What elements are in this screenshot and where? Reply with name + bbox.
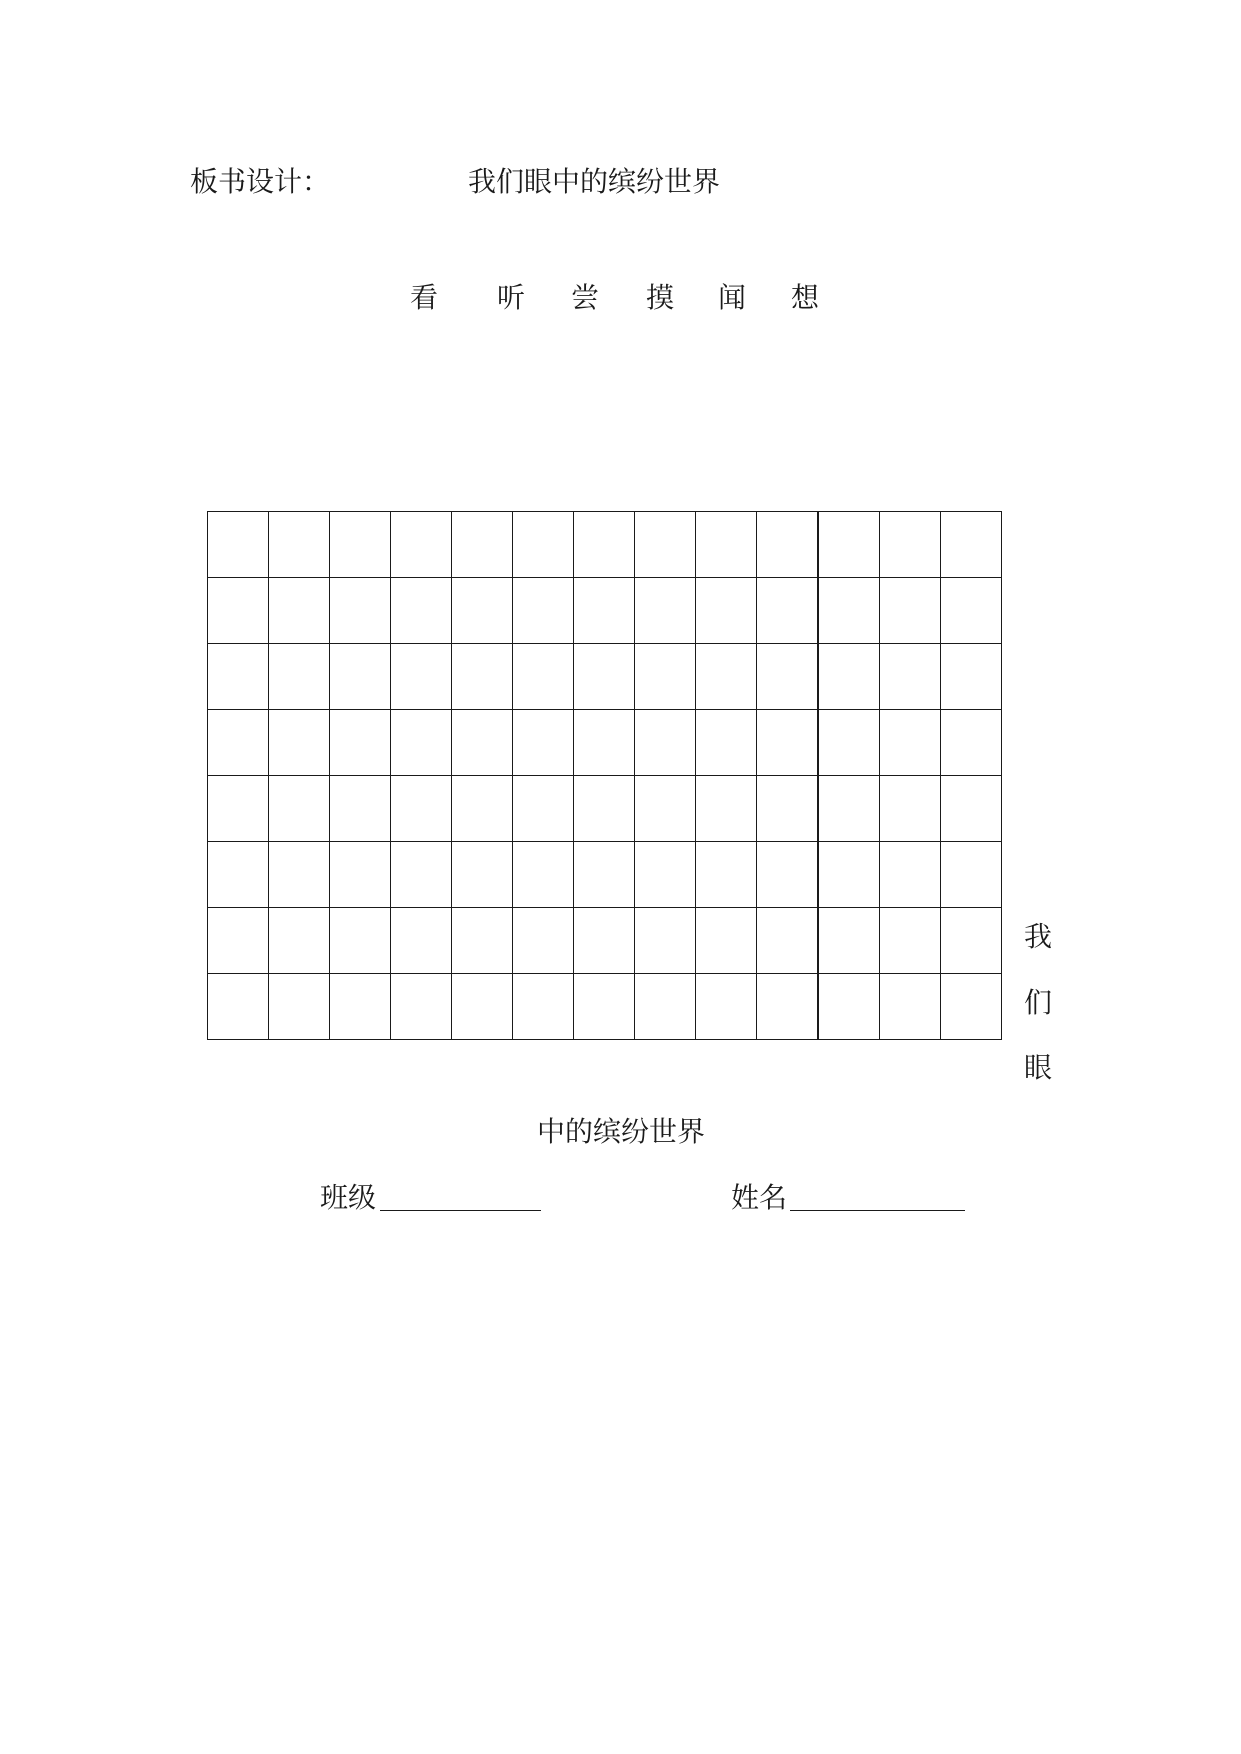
grid-cell[interactable] [269,512,330,578]
grid-cell[interactable] [513,776,574,842]
grid-cell[interactable] [208,974,269,1040]
grid-cell[interactable] [696,710,757,776]
grid-cell[interactable] [269,974,330,1040]
grid-cell[interactable] [391,710,452,776]
grid-cell[interactable] [757,842,819,908]
grid-cell[interactable] [818,974,880,1040]
grid-cell[interactable] [880,512,941,578]
class-label: 班级 [320,1181,377,1214]
grid-cell[interactable] [452,578,513,644]
vertical-char: 我 [1024,920,1053,953]
grid-cell[interactable] [696,578,757,644]
grid-cell[interactable] [330,512,391,578]
grid-cell[interactable] [269,842,330,908]
grid-cell[interactable] [574,512,635,578]
grid-cell[interactable] [880,974,941,1040]
grid-cell[interactable] [757,578,819,644]
grid-cell[interactable] [941,842,1002,908]
grid-cell[interactable] [513,842,574,908]
class-blank-field[interactable] [380,1210,541,1211]
grid-cell[interactable] [757,776,819,842]
grid-cell[interactable] [513,974,574,1040]
grid-cell[interactable] [757,908,819,974]
grid-cell[interactable] [208,710,269,776]
grid-row [208,512,1002,578]
grid-cell[interactable] [574,974,635,1040]
grid-cell[interactable] [391,974,452,1040]
grid-cell[interactable] [574,578,635,644]
title-continuation: 中的缤纷世界 [537,1115,706,1148]
grid-cell[interactable] [269,908,330,974]
grid-cell[interactable] [391,644,452,710]
grid-cell[interactable] [330,644,391,710]
grid-cell[interactable] [330,776,391,842]
grid-cell[interactable] [452,644,513,710]
grid-cell[interactable] [391,578,452,644]
grid-cell[interactable] [391,776,452,842]
grid-cell[interactable] [696,974,757,1040]
sense-touch: 摸 [646,281,675,314]
grid-cell[interactable] [757,512,819,578]
grid-cell[interactable] [452,710,513,776]
grid-cell[interactable] [818,842,880,908]
grid-cell[interactable] [941,512,1002,578]
grid-row [208,644,1002,710]
grid-cell[interactable] [208,776,269,842]
grid-cell[interactable] [269,578,330,644]
grid-row [208,776,1002,842]
grid-cell[interactable] [635,710,696,776]
grid-cell[interactable] [818,908,880,974]
grid-cell[interactable] [574,908,635,974]
grid-cell[interactable] [452,908,513,974]
grid-row [208,974,1002,1040]
grid-cell[interactable] [818,644,880,710]
grid-cell[interactable] [696,644,757,710]
grid-cell[interactable] [391,842,452,908]
grid-cell[interactable] [818,776,880,842]
grid-cell[interactable] [330,974,391,1040]
grid-cell[interactable] [941,776,1002,842]
name-label: 姓名 [731,1181,788,1214]
grid-cell[interactable] [269,710,330,776]
grid-cell[interactable] [452,776,513,842]
sense-think: 想 [791,281,820,314]
grid-cell[interactable] [818,512,880,578]
grid-cell[interactable] [635,578,696,644]
grid-cell[interactable] [452,842,513,908]
grid-cell[interactable] [696,908,757,974]
sense-hear: 听 [497,281,526,314]
grid-cell[interactable] [757,644,819,710]
grid-cell[interactable] [513,908,574,974]
grid-row [208,710,1002,776]
grid-cell[interactable] [696,512,757,578]
grid-cell[interactable] [452,512,513,578]
grid-cell[interactable] [208,842,269,908]
grid-cell[interactable] [330,842,391,908]
grid-row [208,908,1002,974]
sense-smell: 闻 [718,281,747,314]
grid-cell[interactable] [574,644,635,710]
grid-cell[interactable] [330,578,391,644]
grid-cell[interactable] [635,842,696,908]
grid-cell[interactable] [330,710,391,776]
sense-taste: 尝 [571,281,600,314]
grid-cell[interactable] [941,908,1002,974]
grid-cell[interactable] [513,512,574,578]
grid-cell[interactable] [208,644,269,710]
grid-cell[interactable] [818,710,880,776]
grid-cell[interactable] [880,776,941,842]
grid-cell[interactable] [757,974,819,1040]
grid-cell[interactable] [330,908,391,974]
grid-cell[interactable] [696,776,757,842]
grid-cell[interactable] [880,644,941,710]
lesson-title: 我们眼中的缤纷世界 [468,165,721,198]
grid-cell[interactable] [269,776,330,842]
grid-cell[interactable] [880,578,941,644]
board-design-label: 板书设计： [190,165,331,198]
grid-cell[interactable] [574,842,635,908]
grid-cell[interactable] [635,644,696,710]
grid-cell[interactable] [574,776,635,842]
grid-cell[interactable] [941,578,1002,644]
grid-row [208,842,1002,908]
vertical-char: 们 [1024,986,1053,1019]
grid-cell[interactable] [880,710,941,776]
grid-cell[interactable] [696,842,757,908]
writing-grid [207,511,1002,1040]
grid-cell[interactable] [818,578,880,644]
grid-cell[interactable] [635,512,696,578]
grid-cell[interactable] [941,710,1002,776]
grid-cell[interactable] [391,908,452,974]
grid-row [208,578,1002,644]
grid-cell[interactable] [513,644,574,710]
grid-cell[interactable] [513,578,574,644]
grid-cell[interactable] [391,512,452,578]
grid-cell[interactable] [635,908,696,974]
sense-see: 看 [410,281,439,314]
grid-cell[interactable] [941,974,1002,1040]
grid-cell[interactable] [574,710,635,776]
grid-cell[interactable] [880,842,941,908]
name-blank-field[interactable] [790,1210,965,1211]
vertical-char: 眼 [1024,1051,1053,1084]
grid-cell[interactable] [635,974,696,1040]
grid-cell[interactable] [757,710,819,776]
grid-cell[interactable] [208,512,269,578]
grid-cell[interactable] [941,644,1002,710]
grid-cell[interactable] [880,908,941,974]
grid-cell[interactable] [269,644,330,710]
grid-cell[interactable] [452,974,513,1040]
grid-cell[interactable] [513,710,574,776]
grid-cell[interactable] [208,578,269,644]
grid-cell[interactable] [208,908,269,974]
grid-cell[interactable] [635,776,696,842]
